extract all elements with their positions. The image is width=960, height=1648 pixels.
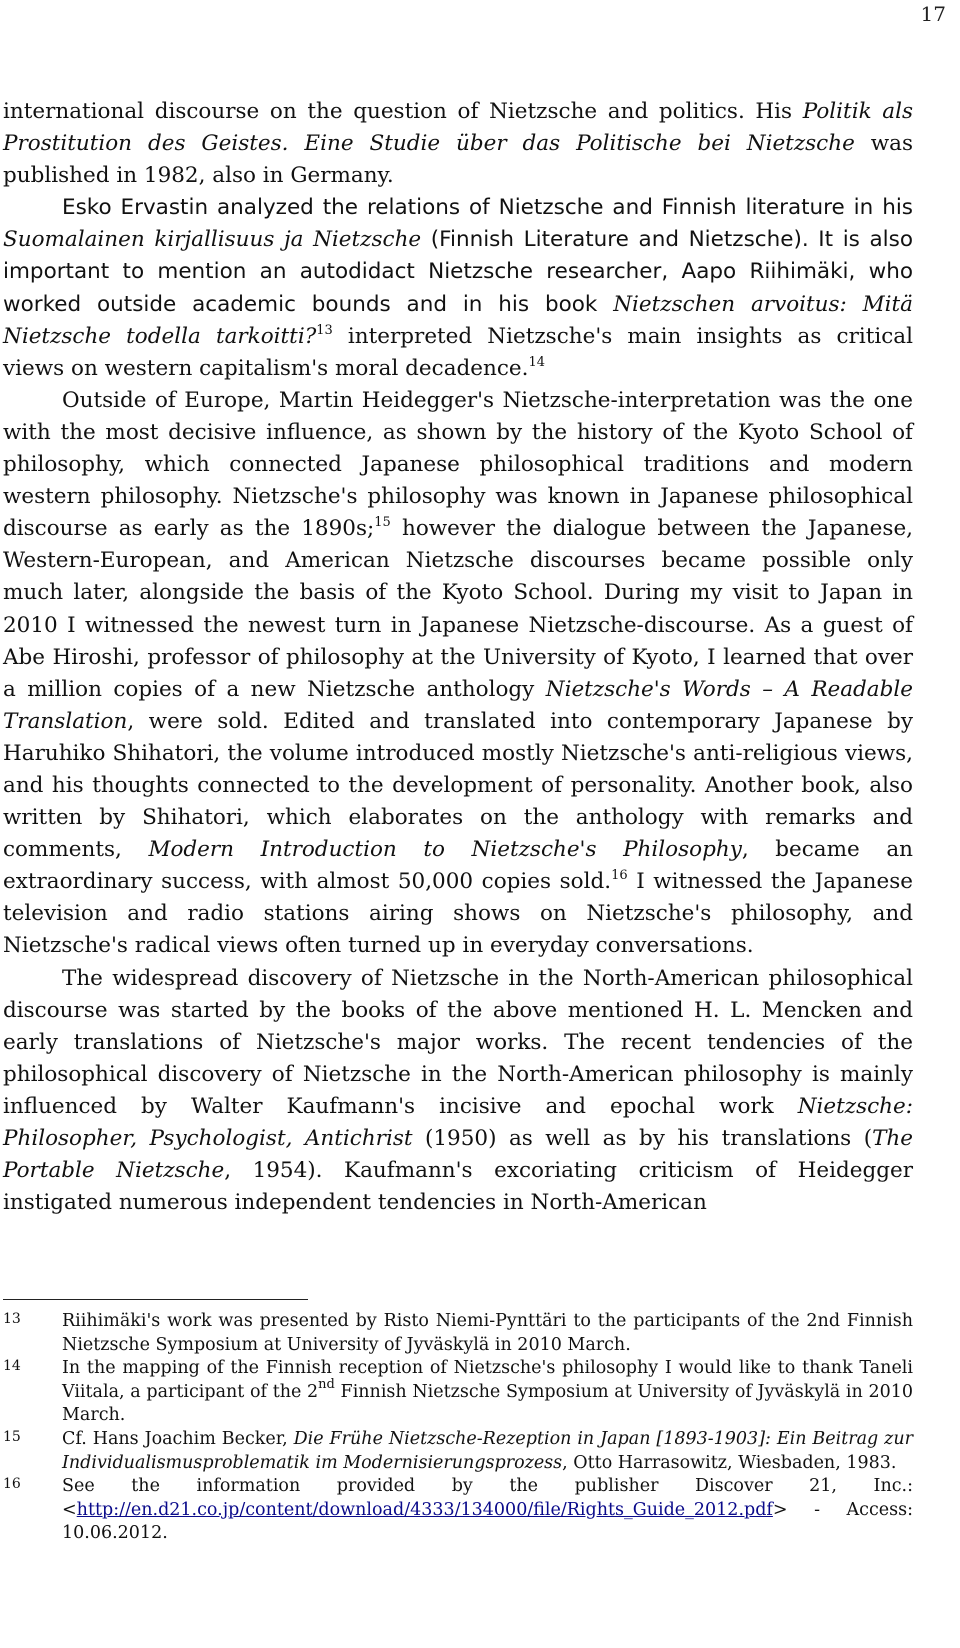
- italic-title: Nietzsche: Philosopher, Psychologist, Antichrist: [3, 1093, 913, 1151]
- text-run: , 1954). Kaufmann's excoriating criticism of Heidegger instigated numerous independent tendencies in North-American: [3, 1158, 913, 1216]
- footnote: [3, 1310, 913, 1357]
- text-run: international discourse on the question of Nietzsche and politics. His: [3, 99, 803, 124]
- paragraph: [3, 385, 913, 963]
- footnote-reference: 14: [528, 354, 545, 370]
- italic-title: Nietzsche's Words – A Readable Translation: [3, 676, 913, 734]
- text-run: Riihimäki's work was presented by Risto Niemi-Pynttäri to the participants of the 2nd Finnish Nietzsche Symposium at University of Jyväskylä in 2010 March.: [62, 1311, 913, 1355]
- footnotes: [3, 1310, 913, 1546]
- text-run: (1950) as well as by his translations (: [412, 1126, 873, 1151]
- text-run: Finnish Nietzsche Symposium at University of Jyväskylä in 2010 March.: [62, 1381, 913, 1426]
- text-run: In the mapping of the Finnish reception of Nietzsche's philosophy I would like to thank Taneli Viitala, a participant of the 2: [62, 1358, 913, 1402]
- text-run: Cf. Hans Joachim Becker,: [62, 1428, 294, 1449]
- text-run: Esko Ervastin analyzed the relations of Nietzsche and Finnish literature in his: [62, 195, 913, 221]
- footnote-reference: 13: [316, 322, 333, 338]
- footnote-number: 13: [3, 1311, 21, 1327]
- paragraph: [3, 96, 913, 192]
- footnote: [3, 1475, 913, 1546]
- footnote-number: 16: [3, 1476, 21, 1493]
- footnote-text: [62, 1475, 913, 1546]
- italic-title: Nietzschen arvoitus: Mitä Nietzsche todella tarkoitti?: [3, 291, 914, 349]
- italic-title: Politik als Prostitution des Geistes. Eine Studie über das Politische bei Nietzsche: [3, 99, 913, 157]
- italic-title: Suomalainen kirjallisuus ja Nietzsche: [3, 227, 422, 253]
- text-run: > - Access: 10.06.2012.: [62, 1499, 913, 1544]
- text-run: , became an extraordinary success, with almost 50,000 copies sold.: [3, 837, 913, 895]
- page-number: 17: [920, 2, 946, 26]
- url-link[interactable]: http://en.d21.co.jp/content/download/4333/134000/file/Rights_Guide_2012.pdf: [76, 1499, 773, 1520]
- paragraph: [3, 192, 913, 385]
- paragraph: [3, 963, 913, 1220]
- text-run: however the dialogue between the Japanese, Western-European, and American Nietzsche discourses became possible only much later, alongside the basis of the Kyoto School. During my visit to Japan in 2010 I witnessed the newest turn in Japanese Nietzsche-discourse. As a guest of Abe Hiroshi, professor of philosophy at the University of Kyoto, I learned that over a million copies of a new Nietzsche anthology: [3, 516, 914, 702]
- footnote-reference: 16: [611, 868, 628, 884]
- italic-title: Die Frühe Nietzsche-Rezeption in Japan [1893-1903]: Ein Beitrag zur Individualismusproblematik im Modernisierungsprozess: [62, 1428, 913, 1473]
- main-text: [3, 96, 913, 1219]
- text-run: (Finnish Literature and Nietzsche). It is also important to mention an autodidact Nietzsche researcher, Aapo Riihimäki, who worked outside academic bounds and in his book: [3, 227, 914, 317]
- footnote-text: [62, 1310, 913, 1357]
- text-run: See the information provided by the publisher Discover 21, Inc.: <: [62, 1476, 913, 1520]
- footnote-number: 15: [3, 1428, 21, 1445]
- italic-title: The Portable Nietzsche: [3, 1126, 913, 1184]
- text-run: was published in 1982, also in Germany.: [3, 131, 914, 189]
- text-run: interpreted Nietzsche's main insights as critical views on western capitalism's moral decadence.: [3, 323, 913, 381]
- text-run: The widespread discovery of Nietzsche in the North-American philosophical discourse was started by the books of the above mentioned H. L. Mencken and early translations of Nietzsche's major works. The recent tendencies of the philosophical discovery of Nietzsche in the North-American philosophy is mainly influenced by Walter Kaufmann's incisive and epochal work: [3, 965, 913, 1119]
- footnote: [3, 1357, 913, 1428]
- text-run: I witnessed the Japanese television and radio stations airing shows on Nietzsche's philosophy, and Nietzsche's radical views often turned up in everyday conversations.: [3, 869, 913, 959]
- text-run: , Otto Harrasowitz, Wiesbaden, 1983.: [562, 1452, 897, 1473]
- footnote: [3, 1428, 913, 1475]
- footnote-number: 14: [3, 1358, 21, 1375]
- footnote-reference: 15: [374, 515, 391, 531]
- footnote-reference: nd: [318, 1376, 335, 1392]
- text-run: , were sold. Edited and translated into contemporary Japanese by Haruhiko Shihatori, the volume introduced mostly Nietzsche's anti-religious views, and his thoughts connected to the development of personality. Another book, also written by Shihatori, which elaborates on the anthology with remarks and comments,: [3, 708, 913, 863]
- footnote-text: [62, 1357, 913, 1428]
- text-run: Outside of Europe, Martin Heidegger's Nietzsche-interpretation was the one with the most decisive influence, as shown by the history of the Kyoto School of philosophy, which connected Japanese philosophical traditions and modern western philosophy. Nietzsche's philosophy was known in Japanese philosophical discourse as early as the 1890s;: [3, 387, 913, 542]
- footnote-separator: [3, 1299, 308, 1300]
- italic-title: Modern Introduction to Nietzsche's Philosophy: [148, 837, 742, 863]
- footnote-text: [62, 1428, 913, 1475]
